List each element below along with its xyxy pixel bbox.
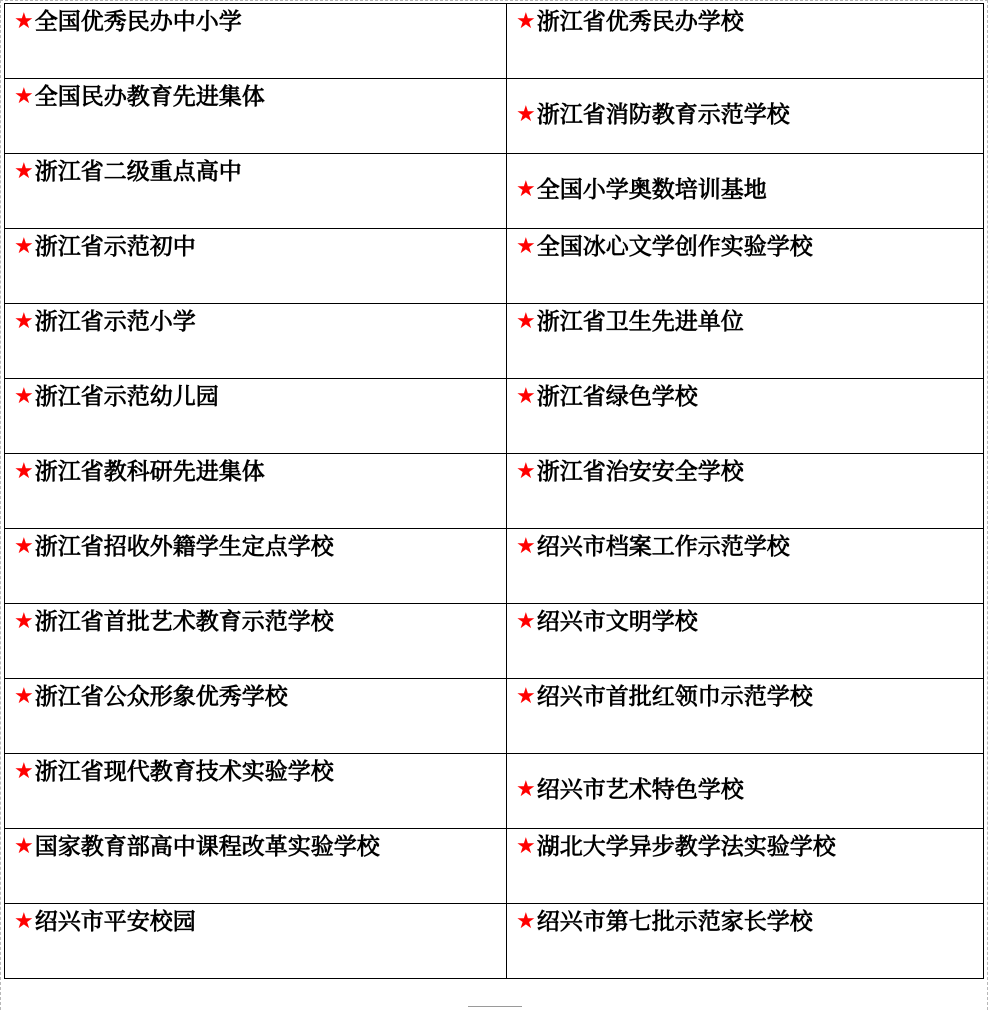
table-row xyxy=(5,604,984,679)
table-cell xyxy=(5,754,507,829)
red-star-icon: ★ xyxy=(14,609,34,634)
table-cell xyxy=(507,604,984,679)
table-row xyxy=(5,454,984,529)
red-star-icon: ★ xyxy=(516,234,536,259)
honor-title: 浙江省教科研先进集体 xyxy=(34,459,265,485)
red-star-icon: ★ xyxy=(516,309,536,334)
red-star-icon: ★ xyxy=(14,534,34,559)
table-cell xyxy=(507,679,984,754)
honors-table xyxy=(4,3,984,979)
honor-title: 绍兴市首批红领巾示范学校 xyxy=(536,684,813,710)
table-row xyxy=(5,79,984,154)
honor-title: 全国民办教育先进集体 xyxy=(34,84,265,110)
honor-title: 浙江省首批艺术教育示范学校 xyxy=(34,609,334,635)
table-cell xyxy=(5,229,507,304)
table-cell xyxy=(5,154,507,229)
red-star-icon: ★ xyxy=(516,684,536,709)
honor-title: 浙江省治安安全学校 xyxy=(536,459,744,485)
table-row xyxy=(5,154,984,229)
table-cell xyxy=(5,454,507,529)
red-star-icon: ★ xyxy=(516,459,536,484)
table-cell xyxy=(507,529,984,604)
table-row xyxy=(5,829,984,904)
table-cell xyxy=(507,754,984,829)
honor-title: 湖北大学异步教学法实验学校 xyxy=(536,834,836,860)
honor-title: 绍兴市文明学校 xyxy=(536,609,698,635)
red-star-icon: ★ xyxy=(516,9,536,34)
honor-title: 浙江省示范幼儿园 xyxy=(34,384,219,410)
red-star-icon: ★ xyxy=(14,459,34,484)
red-star-icon: ★ xyxy=(516,384,536,409)
table-cell xyxy=(507,154,984,229)
table-cell xyxy=(5,379,507,454)
red-star-icon: ★ xyxy=(14,234,34,259)
honor-title: 绍兴市平安校园 xyxy=(34,909,196,935)
table-cell xyxy=(5,904,507,979)
red-star-icon: ★ xyxy=(14,309,34,334)
table-cell xyxy=(507,454,984,529)
table-row xyxy=(5,379,984,454)
red-star-icon: ★ xyxy=(14,684,34,709)
honor-title: 全国冰心文学创作实验学校 xyxy=(536,234,813,260)
honor-title: 浙江省绿色学校 xyxy=(536,384,698,410)
honor-title: 浙江省消防教育示范学校 xyxy=(536,102,790,128)
table-row xyxy=(5,229,984,304)
honor-title: 浙江省优秀民办学校 xyxy=(536,9,744,35)
honor-title: 国家教育部高中课程改革实验学校 xyxy=(34,834,380,860)
honor-title: 全国小学奥数培训基地 xyxy=(536,177,767,203)
red-star-icon: ★ xyxy=(14,159,34,184)
red-star-icon: ★ xyxy=(14,9,34,34)
red-star-icon: ★ xyxy=(516,534,536,559)
table-cell xyxy=(5,79,507,154)
table-cell xyxy=(5,679,507,754)
honor-title: 浙江省卫生先进单位 xyxy=(536,309,744,335)
honor-title: 全国优秀民办中小学 xyxy=(34,9,242,35)
red-star-icon: ★ xyxy=(14,759,34,784)
red-star-icon: ★ xyxy=(516,102,536,127)
red-star-icon: ★ xyxy=(14,384,34,409)
red-star-icon: ★ xyxy=(516,609,536,634)
red-star-icon: ★ xyxy=(516,909,536,934)
honor-title: 绍兴市第七批示范家长学校 xyxy=(536,909,813,935)
red-star-icon: ★ xyxy=(14,834,34,859)
honor-title: 浙江省现代教育技术实验学校 xyxy=(34,759,334,785)
table-cell xyxy=(5,304,507,379)
red-star-icon: ★ xyxy=(14,84,34,109)
red-star-icon: ★ xyxy=(516,177,536,202)
honor-title: 绍兴市档案工作示范学校 xyxy=(536,534,790,560)
table-row xyxy=(5,904,984,979)
table-cell xyxy=(5,4,507,79)
red-star-icon: ★ xyxy=(14,909,34,934)
honor-title: 浙江省示范初中 xyxy=(34,234,196,260)
table-row xyxy=(5,529,984,604)
table-row xyxy=(5,754,984,829)
table-cell xyxy=(5,829,507,904)
table-cell xyxy=(5,604,507,679)
honor-title: 浙江省示范小学 xyxy=(34,309,196,335)
red-star-icon: ★ xyxy=(516,777,536,802)
table-row xyxy=(5,679,984,754)
honor-title: 浙江省公众形象优秀学校 xyxy=(34,684,288,710)
honor-title: 浙江省二级重点高中 xyxy=(34,159,242,185)
table-row xyxy=(5,304,984,379)
table-cell xyxy=(507,229,984,304)
honor-title: 绍兴市艺术特色学校 xyxy=(536,777,744,803)
table-cell xyxy=(507,829,984,904)
table-cell xyxy=(5,529,507,604)
red-star-icon: ★ xyxy=(516,834,536,859)
table-row xyxy=(5,4,984,79)
table-cell xyxy=(507,4,984,79)
table-cell xyxy=(507,904,984,979)
table-cell xyxy=(507,304,984,379)
table-cell xyxy=(507,379,984,454)
honor-title: 浙江省招收外籍学生定点学校 xyxy=(34,534,334,560)
page-bottom-marker xyxy=(468,1006,522,1010)
table-cell xyxy=(507,79,984,154)
